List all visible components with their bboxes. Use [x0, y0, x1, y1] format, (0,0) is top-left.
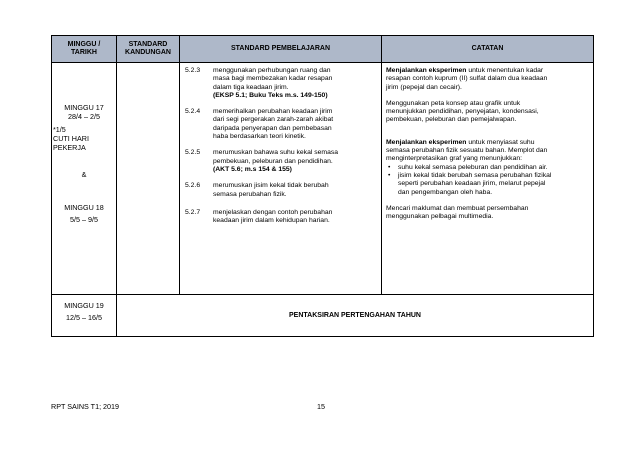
sp-text: daripada penyerapan dan pembebasan — [213, 124, 332, 132]
sp-number: 5.2.4 — [185, 108, 201, 116]
week-17-dates: 28/4 – 2/5 — [68, 112, 100, 121]
catatan-text: seperti perubahan keadaan jirim, melarut pepejal — [398, 180, 546, 188]
catatan-bold-term: Menjalankan eksperimen — [386, 138, 467, 146]
sp-text: merumuskan bahawa suhu kekal semasa — [213, 149, 339, 157]
header-minggu-label: MINGGU / — [67, 41, 101, 48]
standard-kandungan-cell — [117, 63, 180, 295]
catatan-text: Menggunakan peta konsep atau grafik untuk — [386, 99, 521, 107]
sp-reference: (AKT 5.6; m.s 154 & 155) — [213, 165, 292, 173]
sp-text: menjelaskan dengan contoh perubahan — [213, 208, 333, 216]
sp-text: merumuskan jisim kekal tidak berubah — [213, 182, 329, 190]
week-17-label: MINGGU 17 — [64, 103, 104, 112]
sp-reference: (EKSP 5.1; Buku Teks m.s. 149-150) — [213, 91, 328, 99]
header-standard-kandungan — [117, 36, 180, 63]
sp-text: keadaan jirim dalam kehidupan harian. — [213, 217, 330, 225]
sp-text: dalam tiga keadaan jirim. — [213, 83, 289, 91]
sp-item — [180, 67, 381, 100]
sp-item — [180, 209, 381, 226]
header-minggu-tarikh — [52, 36, 117, 63]
catatan-bullet — [396, 172, 589, 197]
catatan-text: Mencari maklumat dan membuat persembahan — [386, 204, 529, 212]
catatan-text: dan pengembangan oleh haba. — [398, 188, 493, 196]
catatan-bullet — [396, 164, 589, 172]
catatan-text: menginterpretasikan graf yang menunjukkan: — [386, 155, 523, 163]
holiday-note — [52, 125, 116, 152]
sp-number: 5.2.6 — [185, 182, 201, 190]
catatan-bold-term: Menjalankan eksperimen — [386, 67, 467, 74]
week-17-18-row — [52, 63, 594, 295]
catatan-para-3 — [386, 139, 589, 164]
holiday-note-line2: PEKERJA — [53, 143, 86, 152]
header-row — [52, 36, 594, 63]
sp-text: pembekuan, peleburan dan pendidihan. — [213, 157, 333, 165]
catatan-text: menunjukkan pendidihan, penyejatan, kondensasi, — [386, 108, 539, 116]
catatan-text: resapan contoh kuprum (II) sulfat dalam dua keadaan — [386, 75, 548, 83]
catatan-para-1 — [386, 67, 589, 92]
footer-document-label: RPT SAINS T1; 2019 — [51, 402, 120, 411]
week-19-row — [52, 295, 594, 337]
week-18-label: MINGGU 18 — [64, 203, 104, 212]
standard-pembelajaran-cell — [180, 63, 382, 295]
catatan-text: untuk menentukan kadar — [466, 67, 544, 74]
mid-year-assessment: PENTAKSIRAN PERTENGAHAN TAHUN — [117, 295, 594, 337]
sp-item — [180, 108, 381, 141]
week-19-cell — [52, 295, 117, 337]
ampersand: & — [81, 170, 87, 179]
sp-text: haba berdasarkan teori kinetik. — [213, 133, 306, 141]
header-catatan: CATATAN — [382, 36, 594, 63]
page-number: 15 — [317, 402, 325, 411]
week-17-18-cell — [52, 63, 117, 295]
sp-number: 5.2.3 — [185, 67, 201, 74]
catatan-text: jisim kekal tidak berubah semasa perubahan fizikal — [398, 171, 552, 179]
sp-text: memerihalkan perubahan keadaan jirim — [213, 108, 333, 116]
header-tarikh-label: TARIKH — [71, 49, 97, 56]
sp-text: semasa perubahan fizik. — [213, 190, 287, 198]
holiday-note-line1: CUTI HARI — [53, 134, 89, 143]
week-18-dates: 5/5 – 9/5 — [70, 215, 98, 224]
catatan-cell — [382, 63, 594, 295]
holiday-note-date: *1/5 — [53, 125, 66, 134]
week-19-dates: 12/5 – 16/5 — [66, 313, 102, 322]
header-standard-pembelajaran: STANDARD PEMBELAJARAN — [180, 36, 382, 63]
header-kandungan-label: KANDUNGAN — [125, 49, 171, 56]
sp-text: dari segi pergerakan zarah-zarah akibat — [213, 116, 334, 124]
sp-item — [180, 182, 381, 199]
week-19-label: MINGGU 19 — [64, 301, 104, 310]
catatan-text: menggunakan pelbagai multimedia. — [386, 213, 494, 221]
lesson-plan-table — [51, 35, 594, 337]
sp-number: 5.2.7 — [185, 208, 201, 216]
catatan-text: jirim (pepejal dan cecair). — [386, 83, 462, 91]
sp-number: 5.2.5 — [185, 149, 201, 157]
catatan-para-2 — [386, 100, 589, 125]
sp-text: masa bagi membezakan kadar resapan — [213, 75, 333, 83]
catatan-para-4 — [386, 205, 589, 222]
header-standard-label: STANDARD — [128, 41, 168, 48]
catatan-text: untuk menyiasat suhu — [466, 138, 535, 146]
catatan-text: suhu kekal semasa peleburan dan pendidihan air. — [398, 163, 548, 171]
catatan-text: pembekuan, peleburan dan pemejalwapan. — [386, 116, 517, 124]
sp-text: menggunakan perhubungan ruang dan — [213, 67, 331, 74]
catatan-text: semasa perubahan fizik sesuatu bahan. Memplot dan — [386, 147, 548, 155]
catatan-bullet-list — [386, 164, 589, 197]
sp-item — [180, 149, 381, 174]
